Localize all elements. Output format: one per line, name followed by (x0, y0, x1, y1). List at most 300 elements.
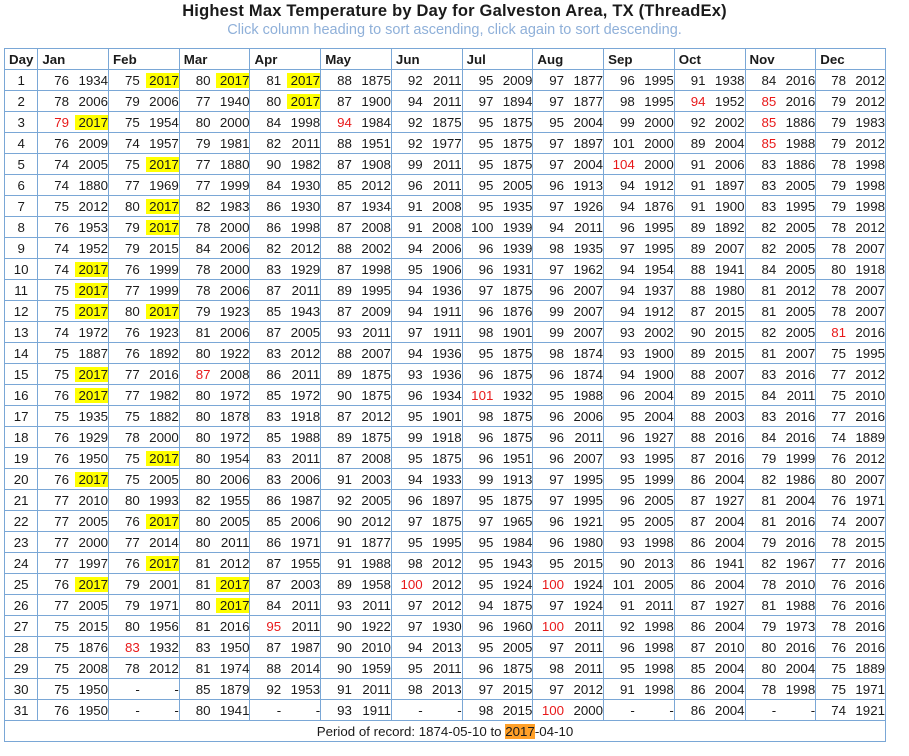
max-temp-value: 77 (54, 513, 70, 529)
record-cell (533, 469, 604, 490)
record-cell (816, 616, 886, 637)
max-temp-value: 80 (195, 702, 211, 718)
record-cell (533, 301, 604, 322)
max-temp-value: 86 (690, 534, 706, 550)
record-year: 2013 (432, 681, 462, 697)
record-cell (816, 700, 886, 721)
record-year: 2000 (219, 261, 250, 277)
record-cell (179, 154, 250, 175)
record-year: 1934 (78, 72, 109, 88)
record-cell (391, 217, 462, 238)
max-temp-value: 84 (195, 240, 211, 256)
record-year: 2007 (855, 303, 885, 319)
record-cell (462, 70, 533, 91)
max-temp-value: 86 (690, 471, 706, 487)
max-temp-value: 94 (478, 597, 494, 613)
record-year: 1892 (714, 219, 745, 235)
record-cell (321, 343, 392, 364)
record-cell (745, 91, 816, 112)
record-cell (38, 637, 109, 658)
record-cell (462, 322, 533, 343)
record-cell (250, 637, 321, 658)
max-temp-value: 96 (620, 492, 635, 508)
record-cell (462, 196, 533, 217)
record-cell (321, 217, 392, 238)
record-cell (604, 658, 675, 679)
column-header-jun[interactable]: Jun (391, 49, 462, 70)
max-temp-value: 83 (761, 156, 777, 172)
column-header-sep[interactable]: Sep (604, 49, 675, 70)
record-cell (674, 259, 745, 280)
max-temp-value: 84 (761, 261, 777, 277)
max-temp-value: 96 (620, 639, 635, 655)
record-year: 1875 (502, 366, 533, 382)
record-cell (321, 532, 392, 553)
record-cell (391, 133, 462, 154)
record-cell (674, 448, 745, 469)
record-cell (321, 700, 392, 721)
record-cell (250, 700, 321, 721)
record-year: 2005 (361, 492, 391, 508)
max-temp-value: 95 (620, 471, 635, 487)
column-header-nov[interactable]: Nov (745, 49, 816, 70)
record-year: - (174, 702, 179, 718)
max-temp-value: 76 (124, 324, 140, 340)
column-header-oct[interactable]: Oct (674, 49, 745, 70)
max-temp-value: 95 (620, 660, 635, 676)
record-year: 2017 (146, 304, 179, 319)
record-year: 1995 (785, 198, 816, 214)
record-cell (674, 490, 745, 511)
max-temp-value: 91 (690, 198, 706, 214)
max-temp-value: 88 (690, 429, 706, 445)
record-cell (745, 616, 816, 637)
max-temp-value: 75 (831, 345, 846, 361)
record-cell (391, 301, 462, 322)
max-temp-value: 91 (407, 198, 423, 214)
max-temp-value: 86 (690, 618, 706, 634)
record-year: 2003 (290, 576, 321, 592)
record-year: 2016 (785, 639, 816, 655)
max-temp-value: 97 (478, 282, 494, 298)
max-temp-value: 78 (831, 534, 846, 550)
record-cell (321, 637, 392, 658)
record-cell (462, 637, 533, 658)
record-cell (462, 679, 533, 700)
max-temp-value: 97 (407, 618, 423, 634)
record-year: 2012 (432, 597, 462, 613)
column-header-jan[interactable]: Jan (38, 49, 109, 70)
record-year: 1927 (644, 429, 674, 445)
record-year: 2001 (149, 576, 179, 592)
record-cell (674, 175, 745, 196)
record-cell (745, 511, 816, 532)
max-temp-value: 100 (541, 618, 565, 634)
max-temp-value: - (276, 702, 282, 718)
max-temp-value: 92 (407, 72, 423, 88)
max-temp-value: 90 (620, 555, 635, 571)
day-cell: 20 (5, 469, 38, 490)
max-temp-value: 76 (831, 639, 846, 655)
record-cell (179, 637, 250, 658)
record-year: 2017 (216, 598, 249, 613)
max-temp-value: 76 (124, 261, 140, 277)
max-temp-value: 79 (54, 114, 70, 130)
record-cell (816, 301, 886, 322)
max-temp-value: 91 (337, 681, 352, 697)
max-temp-value: 87 (266, 639, 282, 655)
record-cell (250, 679, 321, 700)
record-cell (462, 91, 533, 112)
max-temp-value: 86 (690, 681, 706, 697)
record-year: 1886 (785, 156, 816, 172)
column-header-day[interactable]: Day (5, 49, 38, 70)
max-temp-value: 88 (266, 660, 282, 676)
record-cell (604, 301, 675, 322)
record-cell (321, 574, 392, 595)
record-cell (604, 175, 675, 196)
record-year: 2006 (219, 324, 250, 340)
max-temp-value: 76 (54, 576, 70, 592)
record-year: 1999 (149, 261, 179, 277)
max-temp-value: 85 (761, 114, 777, 130)
record-cell (745, 364, 816, 385)
column-header-may[interactable]: May (321, 49, 392, 70)
max-temp-value: 88 (690, 408, 706, 424)
max-temp-value: 87 (266, 282, 282, 298)
record-year: 2012 (361, 408, 391, 424)
record-year: 1906 (432, 261, 462, 277)
record-year: 1951 (502, 450, 533, 466)
record-cell (816, 133, 886, 154)
record-year: 1984 (502, 534, 533, 550)
record-cell (250, 238, 321, 259)
max-temp-value: 93 (337, 324, 352, 340)
column-header-feb[interactable]: Feb (109, 49, 180, 70)
record-year: 2012 (432, 576, 462, 592)
record-year: 1998 (644, 639, 674, 655)
record-cell (604, 406, 675, 427)
record-cell (321, 469, 392, 490)
record-year: 1983 (855, 114, 885, 130)
record-year: 1875 (502, 135, 533, 151)
record-year: 2017 (146, 556, 179, 571)
record-year: 2012 (290, 345, 321, 361)
record-year: 1875 (502, 408, 533, 424)
record-cell (462, 112, 533, 133)
max-temp-value: 81 (195, 660, 211, 676)
max-temp-value: 82 (761, 219, 777, 235)
max-temp-value: 80 (195, 114, 211, 130)
table-row (5, 637, 886, 658)
record-cell (674, 469, 745, 490)
record-cell (391, 91, 462, 112)
max-temp-value: 82 (761, 240, 777, 256)
max-temp-value: 74 (54, 261, 70, 277)
record-cell (816, 70, 886, 91)
max-temp-value: 97 (620, 240, 635, 256)
record-cell (179, 196, 250, 217)
max-temp-value: 96 (478, 303, 494, 319)
record-year: 1999 (785, 450, 816, 466)
record-cell (745, 637, 816, 658)
record-cell (462, 595, 533, 616)
max-temp-value: 86 (266, 219, 282, 235)
header-row (5, 49, 886, 70)
max-temp-value: 81 (831, 324, 846, 340)
record-cell (391, 70, 462, 91)
max-temp-value: 98 (549, 660, 565, 676)
record-cell (321, 280, 392, 301)
max-temp-value: 79 (761, 534, 777, 550)
record-cell (250, 385, 321, 406)
record-cell (391, 700, 462, 721)
record-cell (604, 511, 675, 532)
table-row (5, 322, 886, 343)
column-header-apr[interactable]: Apr (250, 49, 321, 70)
max-temp-value: 86 (266, 198, 282, 214)
record-cell (674, 301, 745, 322)
record-cell (604, 364, 675, 385)
record-cell (250, 70, 321, 91)
max-temp-value: 77 (195, 156, 211, 172)
max-temp-value: 96 (549, 429, 565, 445)
record-year: 1980 (573, 534, 604, 550)
max-temp-value: 94 (620, 198, 635, 214)
record-cell (109, 322, 180, 343)
record-cell (816, 259, 886, 280)
record-year: 1882 (149, 408, 179, 424)
max-temp-value: 98 (407, 555, 423, 571)
record-cell (250, 553, 321, 574)
record-cell (745, 700, 816, 721)
record-cell (391, 448, 462, 469)
record-year: 1897 (714, 177, 745, 193)
table-row (5, 154, 886, 175)
table-row (5, 700, 886, 721)
day-cell: 15 (5, 364, 38, 385)
record-year: 2000 (219, 219, 250, 235)
max-temp-value: 77 (195, 93, 211, 109)
record-year: 1955 (219, 492, 250, 508)
record-cell (321, 322, 392, 343)
record-cell (745, 574, 816, 595)
table-body (5, 70, 886, 721)
record-cell (38, 322, 109, 343)
max-temp-value: 80 (195, 534, 211, 550)
column-header-aug[interactable]: Aug (533, 49, 604, 70)
record-year: 1939 (502, 219, 533, 235)
max-temp-value: 96 (407, 387, 423, 403)
record-cell (38, 280, 109, 301)
max-temp-value: 78 (761, 681, 777, 697)
record-year: 2004 (714, 534, 745, 550)
table-row (5, 679, 886, 700)
record-year: 1995 (361, 282, 391, 298)
record-year: 2004 (644, 408, 674, 424)
record-cell (391, 679, 462, 700)
record-year: 1875 (361, 72, 391, 88)
record-year: 2005 (785, 240, 816, 256)
record-cell (604, 196, 675, 217)
max-temp-value: 96 (620, 72, 635, 88)
record-cell (250, 322, 321, 343)
max-temp-value: 98 (478, 408, 494, 424)
record-cell (250, 448, 321, 469)
record-cell (38, 511, 109, 532)
record-year: 2016 (785, 513, 816, 529)
record-cell (250, 364, 321, 385)
max-temp-value: 78 (831, 618, 846, 634)
day-cell: 14 (5, 343, 38, 364)
record-cell (674, 154, 745, 175)
max-temp-value: 80 (195, 429, 211, 445)
day-cell: 16 (5, 385, 38, 406)
record-year: 1984 (361, 114, 391, 130)
record-cell (321, 196, 392, 217)
record-cell (321, 679, 392, 700)
record-cell (745, 448, 816, 469)
record-year: 2011 (433, 93, 462, 109)
record-year: 1932 (502, 387, 533, 403)
max-temp-value: 78 (124, 429, 140, 445)
record-cell (674, 322, 745, 343)
record-cell (250, 490, 321, 511)
record-year: 2012 (855, 135, 885, 151)
max-temp-value: 101 (471, 387, 494, 403)
max-temp-value: 95 (266, 618, 282, 634)
max-temp-value: 95 (407, 450, 423, 466)
max-temp-value: 91 (690, 156, 706, 172)
max-temp-value: 88 (690, 282, 706, 298)
max-temp-value: 98 (478, 324, 494, 340)
record-cell (533, 595, 604, 616)
record-year: 1875 (432, 513, 462, 529)
record-year: 2011 (433, 177, 462, 193)
max-temp-value: 78 (124, 660, 140, 676)
record-cell (462, 364, 533, 385)
max-temp-value: 85 (337, 177, 352, 193)
record-year: 2004 (714, 618, 745, 634)
day-cell: 31 (5, 700, 38, 721)
record-year: 2009 (502, 72, 533, 88)
record-cell (745, 595, 816, 616)
record-cell (674, 427, 745, 448)
record-cell (533, 238, 604, 259)
day-cell: 1 (5, 70, 38, 91)
record-year: - (810, 702, 816, 718)
record-year: 1987 (290, 639, 321, 655)
record-year: 1950 (78, 450, 109, 466)
record-cell (674, 553, 745, 574)
record-cell (533, 532, 604, 553)
max-temp-value: 82 (195, 492, 211, 508)
column-header-mar[interactable]: Mar (179, 49, 250, 70)
record-cell (179, 175, 250, 196)
record-year: 2011 (786, 387, 816, 403)
record-year: 1958 (361, 576, 391, 592)
table-row (5, 280, 886, 301)
record-cell (179, 259, 250, 280)
table-row (5, 175, 886, 196)
record-cell (250, 196, 321, 217)
record-cell (250, 574, 321, 595)
record-cell (109, 91, 180, 112)
record-year: 1951 (361, 135, 391, 151)
record-cell (250, 343, 321, 364)
max-temp-value: 96 (549, 282, 565, 298)
record-cell (38, 154, 109, 175)
max-temp-value: 91 (620, 681, 635, 697)
record-year: 2005 (785, 261, 816, 277)
record-year: 2005 (785, 303, 816, 319)
record-year: 1877 (361, 534, 391, 550)
record-cell (745, 322, 816, 343)
record-cell (391, 427, 462, 448)
day-cell: 30 (5, 679, 38, 700)
record-cell (38, 70, 109, 91)
record-cell (816, 406, 886, 427)
record-year: 1998 (361, 261, 391, 277)
max-temp-value: 98 (407, 681, 423, 697)
record-cell (38, 196, 109, 217)
record-cell (321, 658, 392, 679)
max-temp-value: 93 (337, 597, 352, 613)
max-temp-value: 78 (195, 261, 211, 277)
column-header-dec[interactable]: Dec (816, 49, 886, 70)
max-temp-value: 95 (620, 513, 635, 529)
record-year: 2017 (75, 577, 108, 592)
record-year: 2005 (502, 639, 533, 655)
column-header-jul[interactable]: Jul (462, 49, 533, 70)
record-cell (321, 385, 392, 406)
record-cell (109, 343, 180, 364)
max-temp-value: 89 (337, 576, 352, 592)
record-cell (816, 511, 886, 532)
record-cell (391, 343, 462, 364)
record-year: 2017 (75, 283, 108, 298)
max-temp-value: 89 (690, 219, 706, 235)
max-temp-value: 85 (761, 135, 777, 151)
record-cell (745, 175, 816, 196)
max-temp-value: 96 (407, 177, 423, 193)
day-cell: 18 (5, 427, 38, 448)
record-cell (391, 406, 462, 427)
record-year: 1998 (644, 681, 674, 697)
record-year: 1982 (290, 156, 321, 172)
record-year: 2012 (149, 660, 179, 676)
record-cell (109, 490, 180, 511)
record-cell (462, 343, 533, 364)
record-cell (179, 301, 250, 322)
max-temp-value: 84 (761, 429, 777, 445)
record-year: 1999 (149, 282, 179, 298)
record-year: 2006 (219, 471, 250, 487)
max-temp-value: 82 (761, 555, 777, 571)
record-cell (321, 595, 392, 616)
record-cell (533, 154, 604, 175)
record-cell (250, 280, 321, 301)
max-temp-value: 97 (549, 681, 565, 697)
record-year: 1921 (855, 702, 885, 718)
record-cell (109, 385, 180, 406)
record-year: 2012 (290, 240, 321, 256)
record-year: 1923 (149, 324, 179, 340)
max-temp-value: 76 (124, 513, 140, 529)
record-year: 2012 (361, 177, 391, 193)
record-cell (816, 553, 886, 574)
max-temp-value: 87 (690, 639, 706, 655)
